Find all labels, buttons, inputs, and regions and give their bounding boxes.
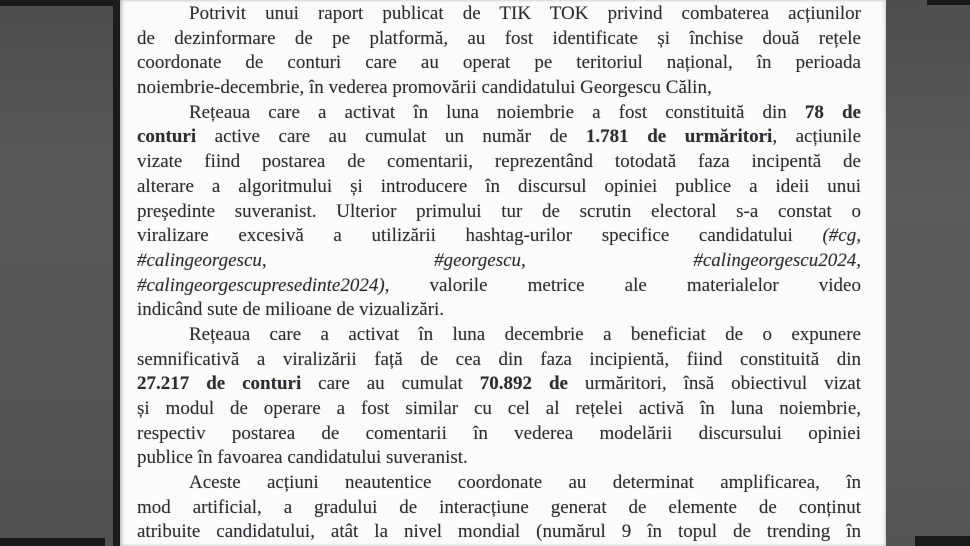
text-segment: publice în favoarea candidatului suveranist.: [137, 447, 468, 469]
bold-text-segment: conturi: [137, 126, 197, 148]
italic-text-segment: #calingeorgescupresedinte2024): [137, 274, 385, 296]
text-line: [137, 496, 861, 521]
text-line: [137, 422, 861, 447]
text-segment: coordonate de conturi care au operat pe teritoriul național, în perioada: [137, 52, 861, 74]
right-gray-band: [886, 0, 970, 546]
text-segment: și modul de operare a fost similar cu cel al rețelei activă în luna noiembrie,: [137, 398, 861, 419]
text-line: [137, 298, 861, 323]
text-line: [137, 348, 861, 373]
italic-text-segment: #calingeorgescu, #georgescu, #calingeorgescu2024,: [137, 249, 861, 271]
text-segment: respectiv postarea de comentarii în vederea modelării discursului opiniei: [137, 422, 861, 444]
text-line: [137, 200, 861, 225]
text-line: [137, 175, 861, 200]
text-segment: , acțiunile: [772, 126, 861, 148]
text-segment: semnificativă a viralizării față de cea din faza incipientă, fiind constituită din: [137, 348, 861, 370]
text-segment: active care au cumulat un număr de: [196, 126, 586, 148]
document-text: [120, 0, 885, 546]
text-segment: Aceste acțiuni neautentice coordonate au determinat amplificarea, în: [189, 472, 861, 494]
text-segment: de dezinformare de pe platformă, au fost identificate și închise două rețele: [137, 27, 861, 49]
text-line: [137, 224, 861, 249]
bold-text-segment: 70.892 de: [479, 373, 568, 395]
document-page: [113, 0, 886, 546]
text-segment: viralizare excesivă a utilizării hashtag-urilor specifice candidatului: [137, 225, 823, 247]
text-line: [137, 323, 861, 348]
top-right-black-bar: [927, 0, 970, 5]
text-segment: care au cumulat: [301, 373, 480, 395]
text-line: [137, 249, 861, 274]
top-left-black-bar: [0, 0, 113, 6]
text-line: [137, 471, 861, 496]
text-segment: Rețeaua care a activat în luna noiembrie a fost constituită din: [189, 101, 805, 123]
text-line: [137, 125, 861, 150]
text-line: [137, 446, 861, 471]
text-line: [137, 372, 861, 397]
text-segment: atribuite candidatului, atât la nivel mondial (numărul 9 în topul de trending în: [137, 521, 861, 543]
text-segment: vizate fiind postarea de comentarii, reprezentând totodată faza incipentă de: [137, 151, 861, 173]
italic-text-segment: (#cg,: [822, 225, 861, 247]
text-line: [137, 520, 861, 545]
bottom-left-black-bar: [0, 538, 105, 546]
left-gray-band: [0, 0, 113, 546]
text-segment: noiembrie-decembrie, în vederea promovării candidatului Georgescu Călin,: [137, 77, 712, 99]
text-line: [137, 76, 861, 101]
text-line: [137, 274, 861, 299]
text-segment: alterare a algoritmului și introducere în discursul opiniei publice a ideii unui: [137, 175, 861, 197]
bottom-right-black-bar: [915, 536, 970, 546]
text-segment: urmăritori, însă obiectivul vizat: [567, 373, 861, 395]
text-line: [137, 150, 861, 175]
bold-text-segment: 78 de: [804, 101, 861, 123]
text-line: [137, 397, 861, 422]
bold-text-segment: 27.217 de conturi: [137, 373, 302, 395]
text-segment: Rețeaua care a activat în luna decembrie a beneficiat de o expunere: [189, 323, 861, 345]
bold-text-segment: 1.781 de urmăritori: [585, 126, 773, 148]
text-line: [137, 51, 861, 76]
text-segment: , valorile metrice ale materialelor video: [384, 274, 861, 296]
text-segment: președinte suveranist. Ulterior primului tur de scrutin electoral s-a constat o: [137, 200, 861, 222]
text-segment: indicând sute de milioane de vizualizări.: [137, 299, 445, 321]
text-line: [137, 27, 861, 52]
text-line: [137, 2, 861, 27]
text-segment: mod artificial, a gradului de interacțiune generat de elemente de conținut: [137, 496, 861, 518]
text-line: [137, 101, 861, 126]
text-segment: Potrivit unui raport publicat de TIK TOK privind combaterea acțiunilor: [189, 3, 861, 24]
